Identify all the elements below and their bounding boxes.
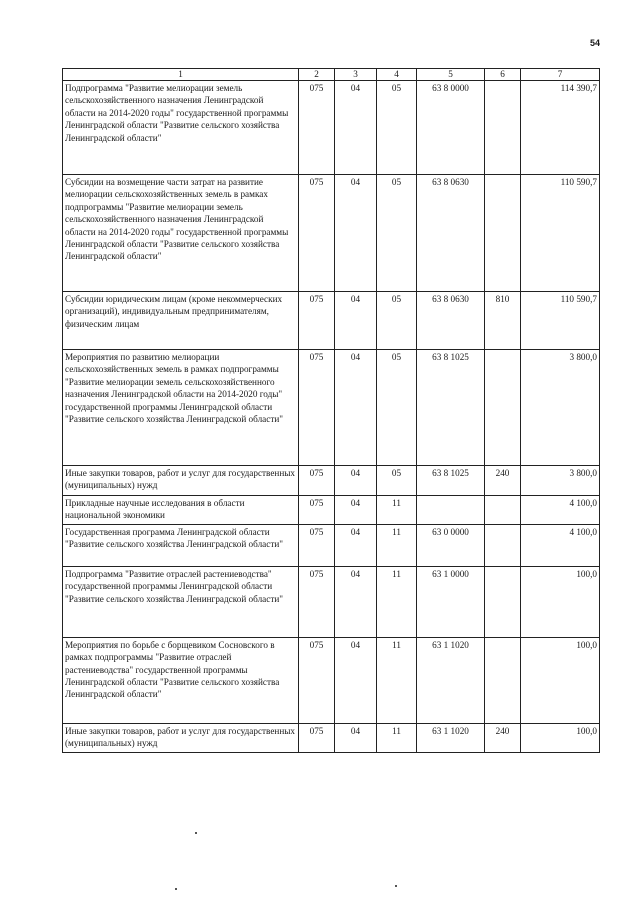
row-target-article: 63 1 1020 (417, 637, 485, 723)
row-section: 04 (335, 566, 377, 637)
table-row (63, 350, 600, 466)
table-row (63, 466, 600, 496)
row-subsection: 05 (377, 292, 417, 350)
row-target-article: 63 8 0630 (417, 175, 485, 292)
budget-table (62, 68, 600, 753)
row-code: 075 (299, 466, 335, 496)
table-row (63, 524, 600, 566)
row-subsection: 05 (377, 81, 417, 175)
row-target-article: 63 1 0000 (417, 566, 485, 637)
header-col-7: 7 (521, 69, 600, 81)
row-name: Прикладные научные исследования в области национальной экономики (63, 496, 299, 525)
row-code: 075 (299, 292, 335, 350)
row-sum: 110 590,7 (521, 292, 600, 350)
row-section: 04 (335, 723, 377, 752)
row-section: 04 (335, 175, 377, 292)
row-code: 075 (299, 496, 335, 525)
row-sum: 3 800,0 (521, 466, 600, 496)
row-target-article: 63 8 0630 (417, 292, 485, 350)
scan-speck (195, 832, 197, 834)
row-code: 075 (299, 723, 335, 752)
row-name: Иные закупки товаров, работ и услуг для государственных (муниципальных) нужд (63, 466, 299, 496)
row-sum: 100,0 (521, 637, 600, 723)
row-expense-type (485, 350, 521, 466)
scan-speck (395, 885, 397, 887)
row-subsection: 11 (377, 566, 417, 637)
row-code: 075 (299, 175, 335, 292)
row-expense-type: 240 (485, 723, 521, 752)
row-code: 075 (299, 637, 335, 723)
row-expense-type (485, 175, 521, 292)
table-row (63, 292, 600, 350)
row-name: Подпрограмма "Развитие мелиорации земель сельскохозяйственного назначения Ленинградской области на 2014-2020 годы" государственной программы Ленинградской области "Развитие сельского хозяйства Ленинградской области" (63, 81, 299, 175)
header-col-1: 1 (63, 69, 299, 81)
row-expense-type: 240 (485, 466, 521, 496)
row-sum: 110 590,7 (521, 175, 600, 292)
row-sum: 4 100,0 (521, 496, 600, 525)
header-col-6: 6 (485, 69, 521, 81)
row-section: 04 (335, 637, 377, 723)
row-target-article (417, 496, 485, 525)
row-sum: 100,0 (521, 566, 600, 637)
row-code: 075 (299, 566, 335, 637)
row-target-article: 63 8 0000 (417, 81, 485, 175)
row-subsection: 11 (377, 637, 417, 723)
page-number: 54 (590, 38, 601, 48)
header-row (63, 69, 600, 81)
row-name: Мероприятия по борьбе с борщевиком Сосновского в рамках подпрограммы "Развитие отраслей растениеводства" государственной программы Ленинградской области "Развитие сельского хозяйства Ленинградской области" (63, 637, 299, 723)
row-code: 075 (299, 81, 335, 175)
row-sum: 3 800,0 (521, 350, 600, 466)
row-section: 04 (335, 466, 377, 496)
row-name: Иные закупки товаров, работ и услуг для государственных (муниципальных) нужд (63, 723, 299, 752)
row-code: 075 (299, 524, 335, 566)
row-section: 04 (335, 81, 377, 175)
row-target-article: 63 1 1020 (417, 723, 485, 752)
row-code: 075 (299, 350, 335, 466)
row-subsection: 05 (377, 175, 417, 292)
table-row (63, 496, 600, 525)
row-section: 04 (335, 350, 377, 466)
table-row (63, 637, 600, 723)
row-expense-type (485, 81, 521, 175)
row-sum: 100,0 (521, 723, 600, 752)
row-section: 04 (335, 496, 377, 525)
scan-speck (175, 888, 177, 890)
row-expense-type (485, 496, 521, 525)
row-name: Субсидии на возмещение части затрат на развитие мелиорации сельскохозяйственных земель в рамках подпрограммы "Развитие мелиорации земель сельскохозяйственного назначения Ленинградской области на 2014-2020 годы" государственной программы Ленинградской области "Развитие сельского хозяйства Ленинградской области" (63, 175, 299, 292)
row-sum: 114 390,7 (521, 81, 600, 175)
row-subsection: 11 (377, 524, 417, 566)
row-name: Субсидии юридическим лицам (кроме некоммерческих организаций), индивидуальным предпринимателям, физическим лицам (63, 292, 299, 350)
row-subsection: 05 (377, 466, 417, 496)
row-subsection: 11 (377, 496, 417, 525)
table-row (63, 566, 600, 637)
header-col-5: 5 (417, 69, 485, 81)
row-expense-type: 810 (485, 292, 521, 350)
row-expense-type (485, 566, 521, 637)
row-name: Государственная программа Ленинградской области "Развитие сельского хозяйства Ленинградской области" (63, 524, 299, 566)
header-col-3: 3 (335, 69, 377, 81)
row-target-article: 63 0 0000 (417, 524, 485, 566)
row-subsection: 11 (377, 723, 417, 752)
row-subsection: 05 (377, 350, 417, 466)
table-row (63, 81, 600, 175)
row-name: Подпрограмма "Развитие отраслей растениеводства" государственной программы Ленинградской области "Развитие сельского хозяйства Ленинградской области" (63, 566, 299, 637)
row-target-article: 63 8 1025 (417, 466, 485, 496)
row-expense-type (485, 524, 521, 566)
row-target-article: 63 8 1025 (417, 350, 485, 466)
row-section: 04 (335, 292, 377, 350)
table-row (63, 723, 600, 752)
row-section: 04 (335, 524, 377, 566)
header-col-4: 4 (377, 69, 417, 81)
row-name: Мероприятия по развитию мелиорации сельскохозяйственных земель в рамках подпрограммы "Развитие мелиорации земель сельскохозяйственного назначения Ленинградской области на 2014-2020 годы" государственной программы Ленинградской области "Развитие сельского хозяйства Ленинградской области" (63, 350, 299, 466)
row-sum: 4 100,0 (521, 524, 600, 566)
row-expense-type (485, 637, 521, 723)
header-col-2: 2 (299, 69, 335, 81)
table-row (63, 175, 600, 292)
